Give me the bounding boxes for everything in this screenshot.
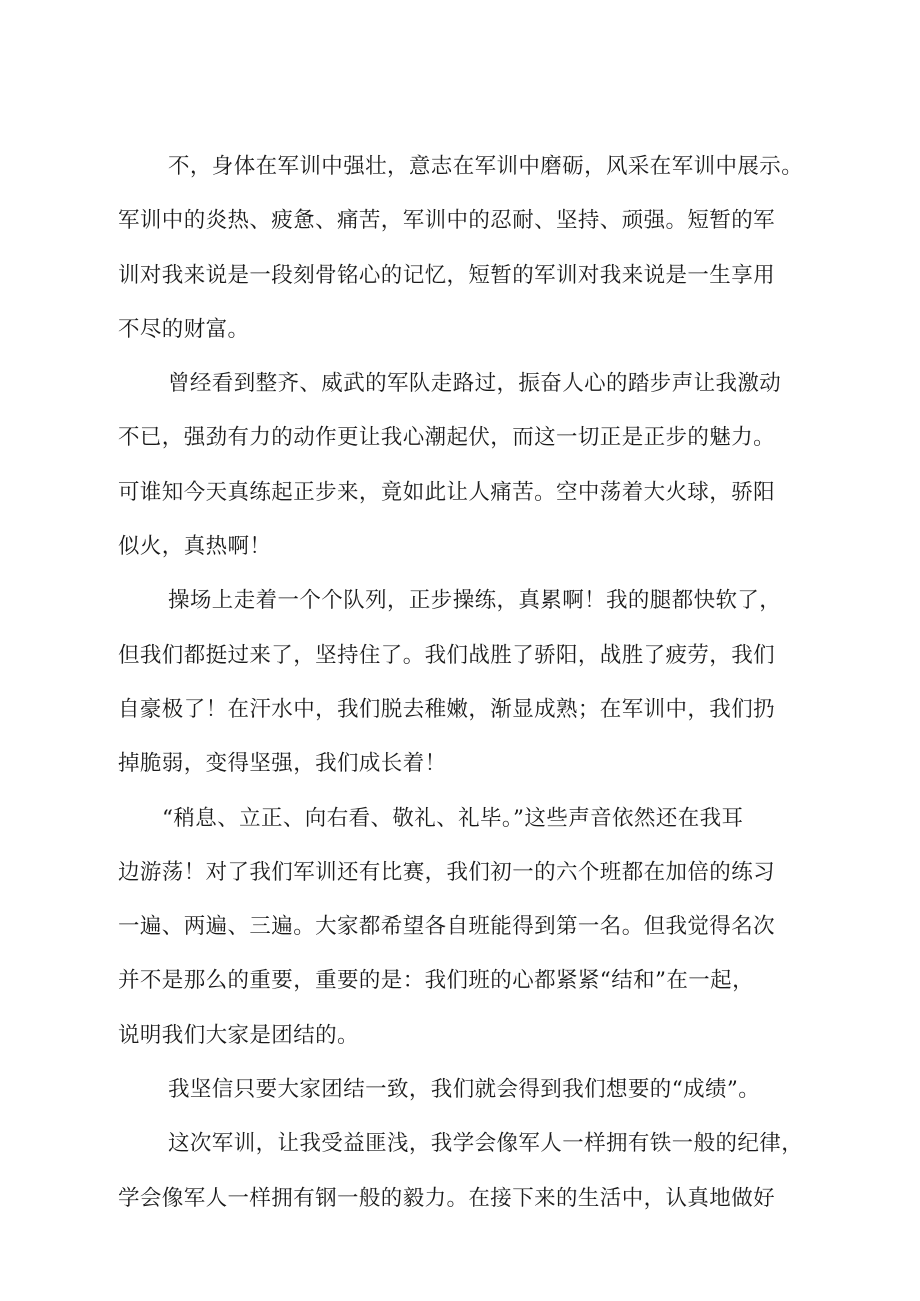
text-line: 这次军训，让我受益匪浅，我学会像军人一样拥有铁一般的纪律，	[168, 1131, 804, 1157]
text-line: 曾经看到整齐、威武的军队走路过，振奋人心的踏步声让我激动	[168, 371, 782, 397]
text-line: 边游荡！对了我们军训还有比赛，我们初一的六个班都在加倍的练习	[118, 859, 776, 885]
text-line: 不已，强劲有力的动作更让我心潮起伏，而这一切正是正步的魅力。	[118, 425, 776, 451]
text-line: 学会像军人一样拥有钢一般的毅力。在接下来的生活中，认真地做好	[118, 1185, 776, 1211]
text-line: “稍息、立正、向右看、敬礼、礼毕。”这些声音依然还在我耳	[162, 805, 744, 831]
text-line: 军训中的炎热、疲惫、痛苦，军训中的忍耐、坚持、顽强。短暂的军	[118, 208, 776, 234]
text-line: 并不是那么的重要，重要的是：我们班的心都紧紧“结和”在一起，	[118, 968, 754, 994]
text-line: 我坚信只要大家团结一致，我们就会得到我们想要的“成绩”。	[168, 1077, 761, 1103]
text-line: 不尽的财富。	[118, 316, 250, 342]
text-line: 不，身体在军训中强壮，意志在军训中磨砺，风采在军训中展示。	[168, 154, 804, 179]
text-line: 说明我们大家是团结的。	[118, 1022, 359, 1048]
text-line: 自豪极了！在汗水中，我们脱去稚嫩，渐显成熟；在军训中，我们扔	[118, 696, 776, 722]
text-line: 操场上走着一个个队列，正步操练，真累啊！我的腿都快软了，	[168, 588, 782, 614]
text-line: 似火，真热啊！	[118, 534, 272, 560]
text-line: 一遍、两遍、三遍。大家都希望各自班能得到第一名。但我觉得名次	[118, 914, 776, 940]
document-body	[118, 140, 838, 1226]
text-line: 但我们都挺过来了，坚持住了。我们战胜了骄阳，战胜了疲劳，我们	[118, 642, 776, 668]
text-line: 掉脆弱，变得坚强，我们成长着！	[118, 751, 447, 777]
text-line: 训对我来说是一段刻骨铭心的记忆，短暂的军训对我来说是一生享用	[118, 262, 776, 288]
text-line: 可谁知今天真练起正步来，竟如此让人痛苦。空中荡着大火球，骄阳	[118, 479, 776, 505]
